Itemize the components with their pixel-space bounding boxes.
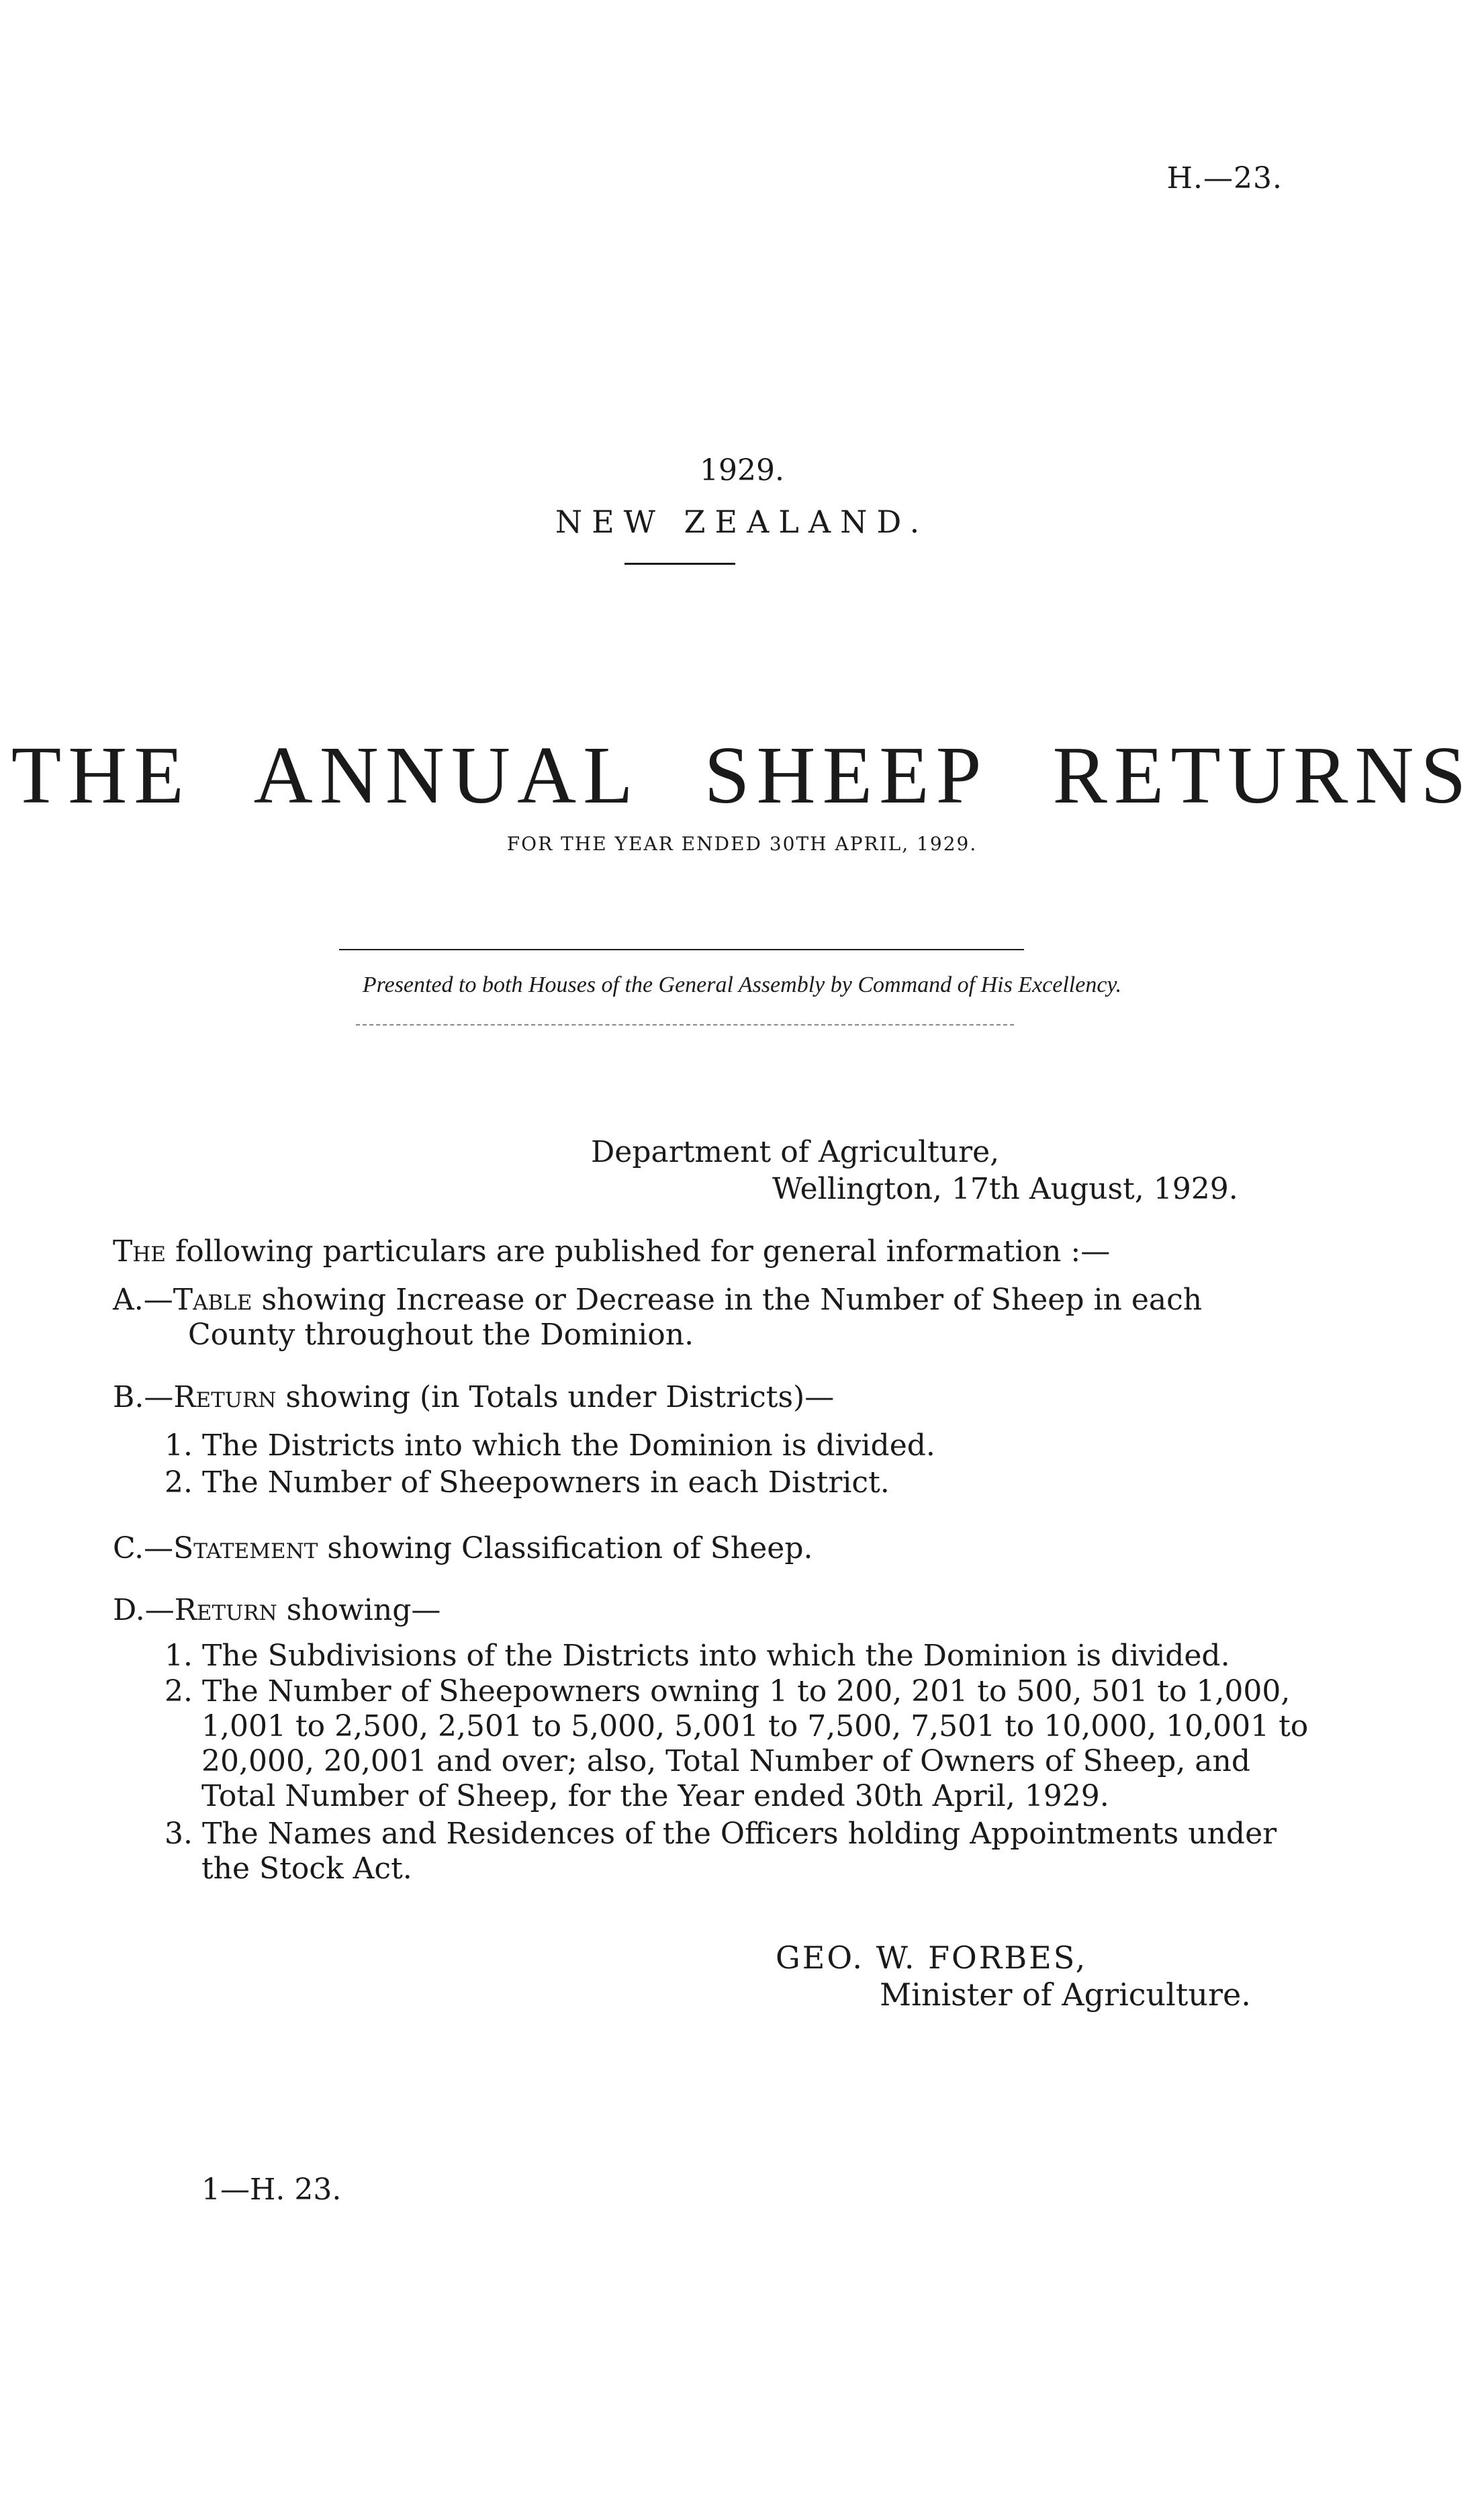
item-d-subitem-1: 1. The Subdivisions of the Districts into which the Dominion is divided. [165, 1639, 1230, 1673]
footer-page-reference: 1—H. 23. [201, 2173, 342, 2207]
item-c-text: showing Classification of Sheep. [318, 1531, 813, 1565]
divider-bottom [356, 1024, 1014, 1025]
item-d-subitem-3-line-1: 3. The Names and Residences of the Officers holding Appointments under [165, 1817, 1277, 1851]
item-d-subitem-2-line-4: Total Number of Sheep, for the Year ended 30th April, 1929. [201, 1779, 1109, 1813]
department-line: Department of Agriculture, [591, 1135, 1000, 1169]
intro-paragraph [113, 1234, 1110, 1269]
heading-divider [624, 563, 735, 565]
item-c-keyword: Statement [173, 1531, 318, 1565]
item-a-prefix: A.— [113, 1283, 173, 1317]
item-b-subitem-2: 2. The Number of Sheepowners in each District. [165, 1465, 890, 1500]
item-d-subitem-2-line-1: 2. The Number of Sheepowners owning 1 to 200, 201 to 500, 501 to 1,000, [165, 1674, 1291, 1708]
divider-top [339, 949, 1024, 950]
intro-first-word: The [113, 1234, 167, 1269]
item-d [113, 1593, 440, 1628]
item-a-keyword: Table [173, 1283, 252, 1317]
item-b-keyword: Return [173, 1380, 277, 1414]
item-c-prefix: C.— [113, 1531, 174, 1565]
item-d-text: showing— [277, 1593, 441, 1627]
item-a-continuation: County throughout the Dominion. [188, 1318, 694, 1352]
signature-name: GEO. W. FORBES, [776, 1940, 1088, 1976]
item-d-subitem-3-line-2: the Stock Act. [201, 1852, 412, 1886]
page-subtitle: FOR THE YEAR ENDED 30TH APRIL, 1929. [506, 833, 978, 855]
item-c [113, 1531, 813, 1566]
signature-title: Minister of Agriculture. [880, 1976, 1251, 2013]
document-reference: H.—23. [1166, 161, 1283, 195]
item-d-prefix: D.— [113, 1593, 175, 1627]
item-d-subitem-2-line-2: 1,001 to 2,500, 2,501 to 5,000, 5,001 to 7,500, 7,501 to 10,000, 10,001 to [201, 1709, 1309, 1743]
item-b-text: showing (in Totals under Districts)— [276, 1380, 835, 1414]
item-a-text: showing Increase or Decrease in the Number of Sheep in each [252, 1283, 1203, 1317]
presentation-note: Presented to both Houses of the General Assembly by Command of His Excellency. [362, 972, 1122, 997]
item-d-subitem-2-line-3: 20,000, 20,001 and over; also, Total Number of Owners of Sheep, and [201, 1744, 1251, 1778]
country-heading: NEW ZEALAND. [555, 504, 929, 540]
item-d-keyword: Return [174, 1593, 277, 1627]
publication-year: 1929. [700, 453, 784, 488]
item-a [113, 1283, 1202, 1318]
item-b-subitem-1: 1. The Districts into which the Dominion is divided. [165, 1428, 935, 1463]
intro-text: following particulars are published for general information :— [166, 1234, 1111, 1269]
place-date-line: Wellington, 17th August, 1929. [772, 1172, 1238, 1206]
item-b [113, 1380, 834, 1415]
item-b-prefix: B.— [113, 1380, 174, 1414]
page-title: THE ANNUAL SHEEP RETURNS [11, 730, 1473, 821]
